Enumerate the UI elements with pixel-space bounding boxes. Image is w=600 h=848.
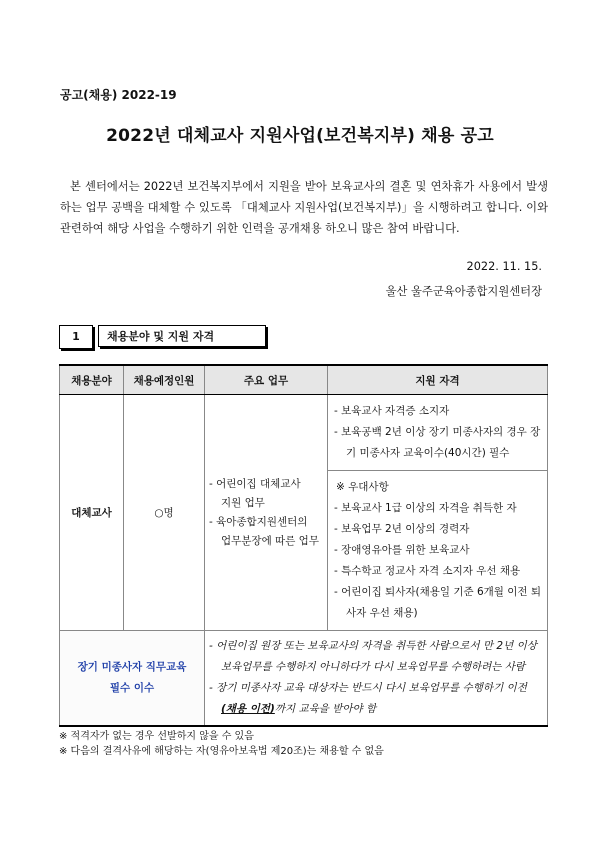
preference-item: - 어린이집 퇴사자(채용일 기준 6개월 이전 퇴사자 우선 채용) bbox=[334, 582, 543, 624]
table-row bbox=[60, 395, 548, 471]
training-text-emphasis: (채용 이전) bbox=[221, 703, 275, 715]
preferences-cell bbox=[328, 471, 548, 631]
preference-item: - 보육업무 2년 이상의 경력자 bbox=[334, 519, 543, 540]
duty-item: - 어린이집 대체교사 bbox=[209, 477, 301, 490]
qualification-item: - 보육교사 자격증 소지자 bbox=[334, 401, 543, 422]
duties-cell bbox=[205, 395, 328, 631]
training-text-part: 까지 교육을 받아야 함 bbox=[274, 703, 377, 715]
duty-item: 지원 업무 bbox=[221, 496, 265, 509]
table-row bbox=[60, 631, 548, 727]
preference-item: - 특수학교 정교사 자격 소지자 우선 채용 bbox=[334, 561, 543, 582]
section-number: 1 bbox=[59, 325, 93, 349]
field-cell: 대체교사 bbox=[60, 395, 124, 631]
recruitment-table bbox=[59, 364, 548, 727]
notice-number: 공고(채용) 2022-19 bbox=[60, 88, 177, 102]
count-cell: ○명 bbox=[124, 395, 205, 631]
note-no-qualified: ※ 적격자가 없는 경우 선발하지 않을 수 있음 bbox=[59, 731, 254, 742]
training-text-item bbox=[209, 678, 543, 720]
section-title: 채용분야 및 지원 자격 bbox=[98, 325, 266, 347]
intro-paragraph: 본 센터에서는 2022년 보건복지부에서 지원을 받아 보육교사의 결혼 및 연차휴가 사용에서 발생하는 업무 공백을 대체할 수 있도록 「대체교사 지원사업(보건복지부)」을 시행하려고 합니다. 이와 관련하여 해당 사업을 수행하기 위한 인력을 공개채용 하오니 많은 참여 바랍니다. bbox=[60, 180, 548, 235]
organization-name: 울산 울주군육아종합지원센터장 bbox=[385, 285, 542, 298]
header-field: 채용분야 bbox=[60, 365, 124, 395]
duty-item: - 육아종합지원센터의 bbox=[209, 515, 308, 528]
training-text-cell bbox=[205, 631, 548, 727]
header-duties: 주요 업무 bbox=[205, 365, 328, 395]
page-title: 2022년 대체교사 지원사업(보건복지부) 채용 공고 bbox=[106, 126, 494, 146]
training-label-cell bbox=[60, 631, 205, 727]
training-label-line: 필수 이수 bbox=[109, 682, 155, 694]
table-header-row bbox=[60, 365, 548, 395]
note-disqualification: ※ 다음의 결격사유에 해당하는 자(영유아보육법 제20조)는 채용할 수 없음 bbox=[59, 746, 384, 757]
duty-item: 업무분장에 따른 업무 bbox=[221, 534, 319, 547]
preference-item: - 보육교사 1급 이상의 자격을 취득한 자 bbox=[334, 498, 543, 519]
training-text-part: 장기 미종사자 교육 대상자는 반드시 다시 보육업무를 수행하기 이전 bbox=[216, 682, 527, 694]
training-text-item: - 어린이집 원장 또는 보육교사의 자격을 취득한 사람으로서 만 2년 이상 보육업무를 수행하지 아니하다가 다시 보육업무를 수행하려는 사람 bbox=[209, 636, 543, 678]
training-label-line: 장기 미종사자 직무교육 bbox=[77, 661, 187, 673]
header-qualifications: 지원 자격 bbox=[328, 365, 548, 395]
qualifications-cell bbox=[328, 395, 548, 471]
qualification-item: - 보육공백 2년 이상 장기 미종사자의 경우 장기 미종사자 교육이수(40시간) 필수 bbox=[334, 422, 543, 464]
preference-heading: ※ 우대사항 bbox=[336, 481, 389, 493]
notice-date: 2022. 11. 15. bbox=[466, 260, 542, 273]
header-count: 채용예정인원 bbox=[124, 365, 205, 395]
preference-item: - 장애영유아를 위한 보육교사 bbox=[334, 540, 543, 561]
